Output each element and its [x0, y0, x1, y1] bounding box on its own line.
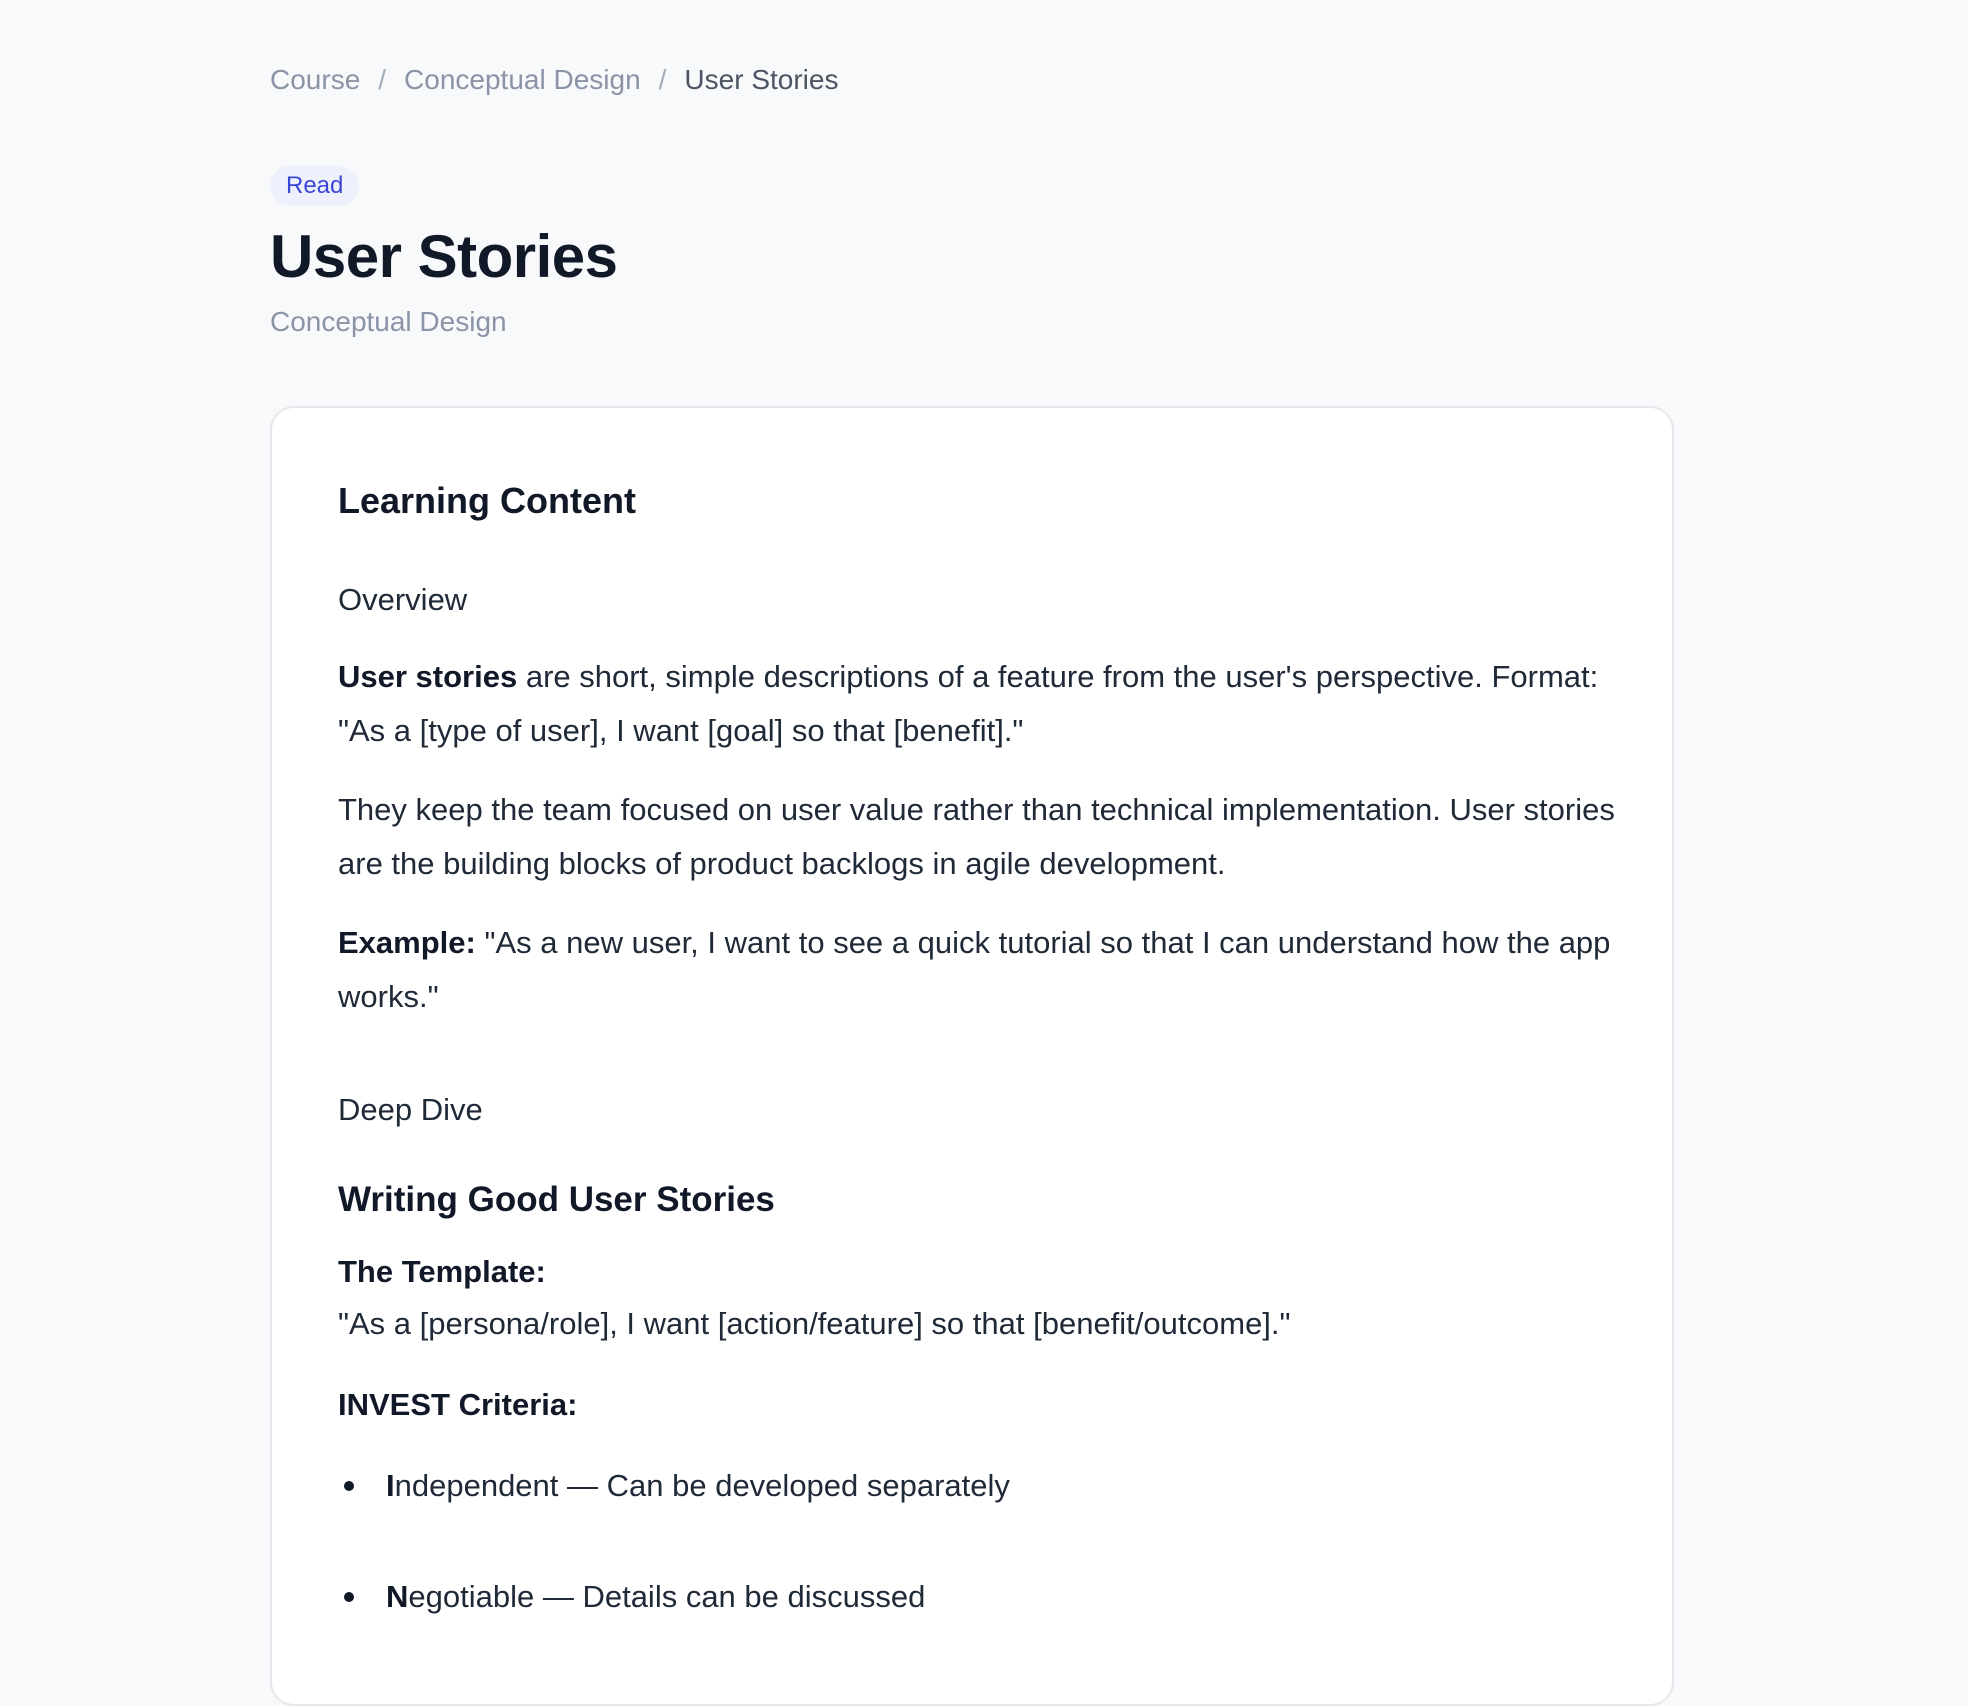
list-item [338, 1579, 925, 1615]
user-stories-term: User stories [338, 659, 518, 694]
type-badge: Read [270, 166, 359, 206]
deep-dive-label: Deep Dive [338, 1092, 483, 1127]
breadcrumb-item-course[interactable]: Course [270, 64, 361, 95]
template-text: "As a [persona/role], I want [action/feature] so that [benefit/outcome]." [338, 1306, 1291, 1341]
page-subtitle: Conceptual Design [270, 306, 507, 337]
breadcrumb-item-conceptual-design[interactable]: Conceptual Design [404, 64, 641, 95]
invest-label: INVEST Criteria: [338, 1387, 578, 1422]
page-title: User Stories [270, 223, 618, 290]
bullet-icon [344, 1481, 354, 1491]
breadcrumb-separator: / [658, 64, 667, 95]
overview-p1-text: are short, simple descriptions of a feature from the user's perspective. Format: "As a [type of user], I want [goal] so that [benefit]." [338, 659, 1599, 748]
example-text: "As a new user, I want to see a quick tutorial so that I can understand how the app works." [338, 925, 1611, 1014]
invest-item-text [386, 1579, 925, 1615]
section-heading: Learning Content [338, 480, 636, 521]
bullet-icon [344, 1592, 354, 1602]
example-label: Example: [338, 925, 476, 960]
invest-item-text [386, 1468, 1010, 1504]
invest-item-rest: egotiable — Details can be discussed [408, 1579, 926, 1614]
overview-paragraph-2: They keep the team focused on user value rather than technical implementation. User stories are the building blocks of product backlogs in agile development. [338, 792, 1615, 881]
template-label: The Template: [338, 1254, 546, 1289]
invest-letter: N [386, 1579, 409, 1614]
breadcrumb [270, 64, 838, 96]
learning-content-card [270, 406, 1674, 1706]
list-item [338, 1468, 1010, 1504]
overview-label: Overview [338, 582, 468, 617]
overview-paragraph-3 [338, 916, 1628, 1024]
deep-dive-title: Writing Good User Stories [338, 1180, 775, 1219]
breadcrumb-separator: / [378, 64, 387, 95]
overview-paragraph-1 [338, 650, 1628, 758]
invest-letter: I [386, 1468, 395, 1503]
invest-item-rest: ndependent — Can be developed separately [394, 1468, 1010, 1503]
breadcrumb-item-current: User Stories [684, 64, 839, 95]
